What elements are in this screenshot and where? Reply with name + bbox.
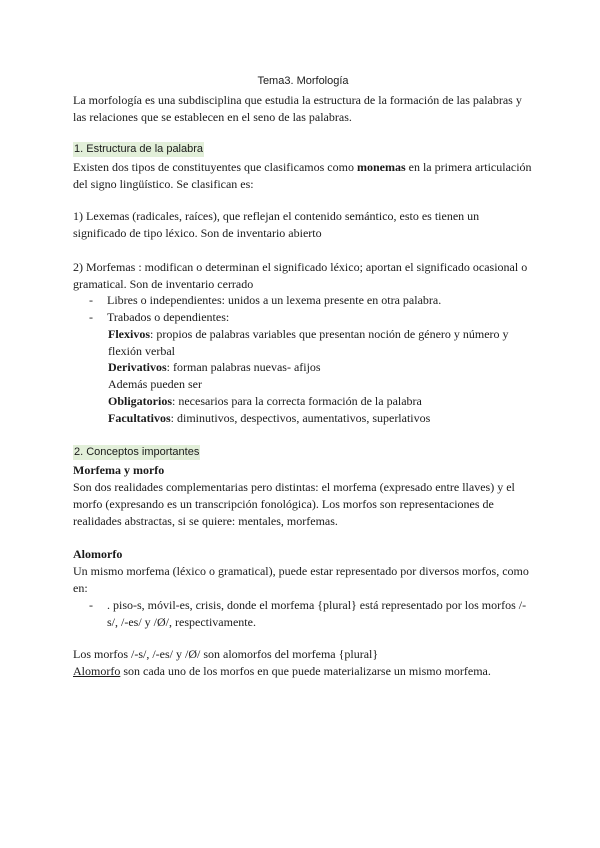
obligatorios-label: Obligatorios [108, 394, 173, 408]
derivativos-item [108, 359, 528, 376]
facultativos-text: : diminutivos, despectivos, aumentativos, superlativos [170, 411, 431, 425]
alomorfo-underlined: Alomorfo [73, 664, 121, 678]
page-title: Tema3. Morfología [257, 75, 349, 87]
subheading-morfema-morfo [73, 462, 533, 479]
bullet-plural-example: . piso-s, móvil-es, crisis, donde el morfema {plural} está representado por los morfos /-s/, /-es/ y /Ø/, respectivamente. [107, 598, 527, 629]
section-heading-2: 2. Conceptos importantes [74, 446, 200, 458]
intro-paragraph: La morfología es una subdisciplina que estudia la estructura de la formación de las palabras y las relaciones que se establecen en el seno de las palabras. [73, 93, 522, 124]
alomorfo-definition [73, 663, 533, 680]
flexivos-text: : propios de palabras variables que presentan noción de género y número y flexión verbal [108, 327, 509, 358]
alomorfo-definition-text: son cada uno de los morfos en que puede materializarse un mismo morfema. [120, 664, 491, 678]
morfema-morfo-paragraph: Son dos realidades complementarias pero distintas: el morfema (expresado entre llaves) y el morfo (expresando es un transcripción fonológica). Los morfos son representaciones de realidades abstractas, si se quiere: mentales, morfemas. [73, 480, 515, 528]
section-heading-1: 1. Estructura de la palabra [74, 143, 204, 155]
ademas-line: Además pueden ser [108, 377, 202, 391]
monemas-text-a: Existen dos tipos de constituyentes que clasificamos como [73, 160, 357, 174]
facultativos-label: Facultativos [108, 411, 171, 425]
bullet-trabados: Trabados o dependientes: [107, 310, 230, 324]
flexivos-item [108, 326, 528, 360]
bullet-dash: - [89, 598, 93, 612]
bullet-libres: Libres o independientes: unidos a un lexema presente en otra palabra. [107, 293, 442, 307]
monemas-term: monemas [356, 160, 406, 174]
bullet-dash: - [89, 293, 93, 307]
obligatorios-text: : necesarios para la correcta formación de la palabra [172, 394, 422, 408]
subheading-morfema-morfo-text: Morfema y morfo [73, 463, 165, 477]
morfemas-paragraph: 2) Morfemas : modifican o determinan el significado léxico; aportan el significado ocasional o gramatical. Son de inventario cerrado [73, 260, 528, 291]
obligatorios-item [108, 393, 528, 410]
subheading-alomorfo-text: Alomorfo [73, 547, 123, 561]
monemas-paragraph [73, 159, 533, 193]
derivativos-text: : forman palabras nuevas- afijos [166, 360, 321, 374]
flexivos-label: Flexivos [108, 327, 150, 341]
monemas-text-c: en la primera articulación del signo lingüístico. Se clasifican es: [73, 160, 532, 191]
lexemas-paragraph: 1) Lexemas (radicales, raíces), que reflejan el contenido semántico, esto es tienen un significado de tipo léxico. Son de inventario abierto [73, 209, 480, 240]
bullet-dash: - [89, 310, 93, 324]
alomorfos-line: Los morfos /-s/, /-es/ y /Ø/ son alomorfos del morfema {plural} [73, 647, 379, 661]
derivativos-label: Derivativos [108, 360, 167, 374]
alomorfo-paragraph: Un mismo morfema (léxico o gramatical), puede estar representado por diversos morfos, como en: [73, 564, 529, 595]
facultativos-item [108, 410, 528, 427]
subheading-alomorfo [73, 546, 533, 563]
